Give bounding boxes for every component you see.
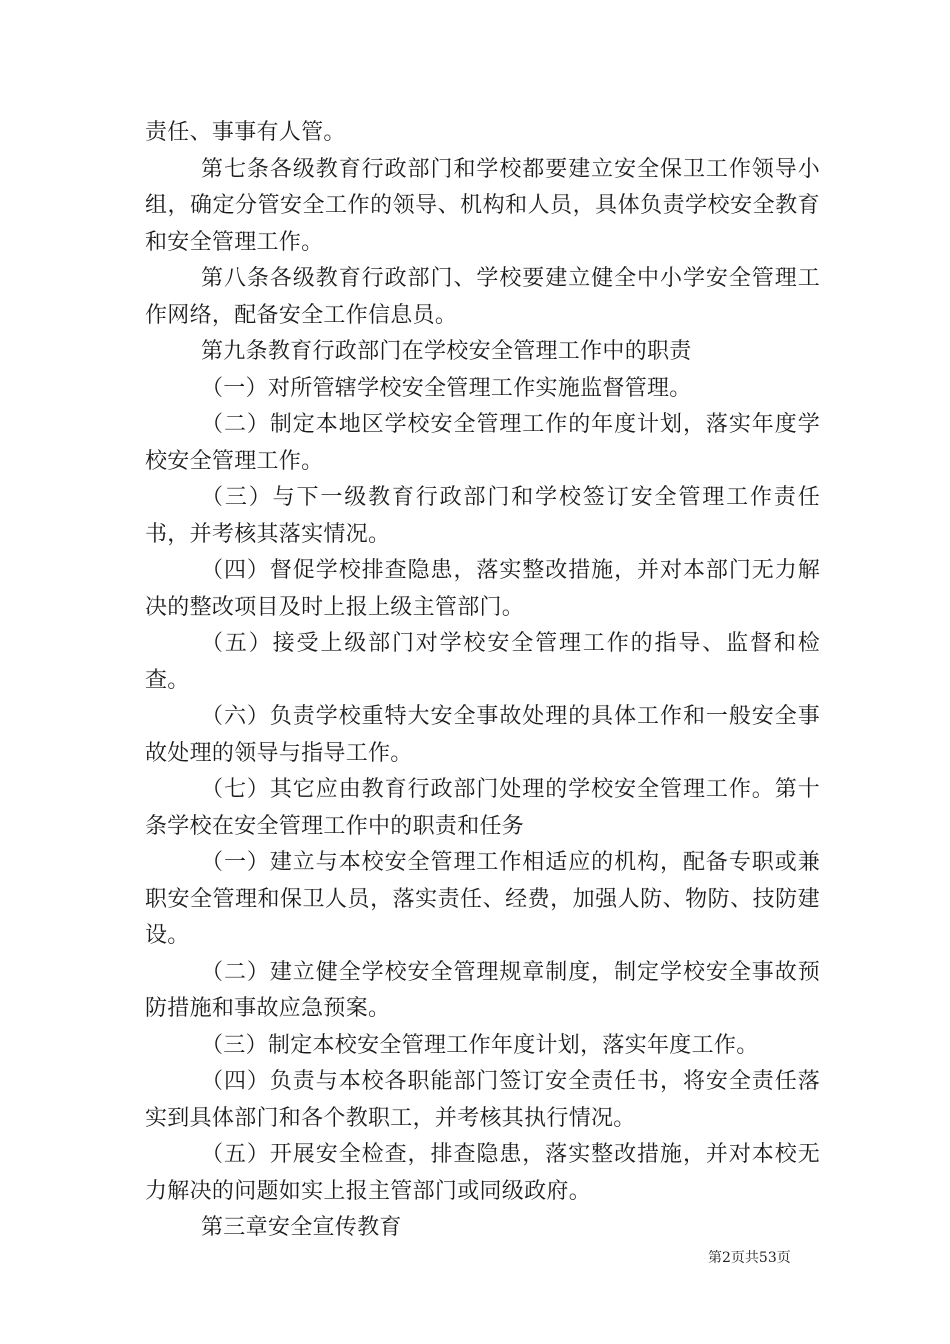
article-10-item-5: （五）开展安全检查，排查隐患，落实整改措施，并对本校无力解决的问题如实上报主管部门或同级政府。 bbox=[145, 1142, 820, 1204]
article-9-item-1: （一）对所管辖学校安全管理工作实施监督管理。 bbox=[201, 375, 692, 401]
article-10-item-2: （二）建立健全学校安全管理规章制度，制定学校安全事故预防措施和事故应急预案。 bbox=[145, 959, 820, 1021]
article-10-item-1: （一）建立与本校安全管理工作相适应的机构，配备专职或兼职安全管理和保卫人员，落实责任、经费，加强人防、物防、技防建设。 bbox=[145, 850, 820, 948]
article-9-item-2: （二）制定本地区学校安全管理工作的年度计划，落实年度学校安全管理工作。 bbox=[145, 412, 820, 474]
article-9-item-3: （三）与下一级教育行政部门和学校签订安全管理工作责任书，并考核其落实情况。 bbox=[145, 485, 820, 547]
article-9-heading: 第九条教育行政部门在学校安全管理工作中的职责 bbox=[201, 339, 692, 364]
document-body bbox=[145, 115, 820, 1247]
article-9-item-5: （五）接受上级部门对学校安全管理工作的指导、监督和检查。 bbox=[145, 631, 820, 693]
article-10-item-4: （四）负责与本校各职能部门签订安全责任书，将安全责任落实到具体部门和各个教职工，并考核其执行情况。 bbox=[145, 1069, 820, 1131]
page-number: 第2页共53页 bbox=[708, 1250, 791, 1266]
article-8: 第八条各级教育行政部门、学校要建立健全中小学安全管理工作网络，配备安全工作信息员。 bbox=[145, 266, 820, 328]
article-10-item-3: （三）制定本校安全管理工作年度计划，落实年度工作。 bbox=[201, 1032, 759, 1058]
article-9-item-6: （六）负责学校重特大安全事故处理的具体工作和一般安全事故处理的领导与指导工作。 bbox=[145, 704, 820, 766]
paragraph-continuation: 责任、事事有人管。 bbox=[145, 120, 346, 145]
article-9-item-7-and-article-10: （七）其它应由教育行政部门处理的学校安全管理工作。第十条学校在安全管理工作中的职责和任务 bbox=[145, 777, 820, 839]
chapter-3-heading: 第三章安全宣传教育 bbox=[201, 1215, 402, 1240]
article-9-item-4: （四）督促学校排查隐患，落实整改措施，并对本部门无力解决的整改项目及时上报上级主管部门。 bbox=[145, 558, 820, 620]
article-7: 第七条各级教育行政部门和学校都要建立安全保卫工作领导小组，确定分管安全工作的领导、机构和人员，具体负责学校安全教育和安全管理工作。 bbox=[145, 156, 820, 255]
